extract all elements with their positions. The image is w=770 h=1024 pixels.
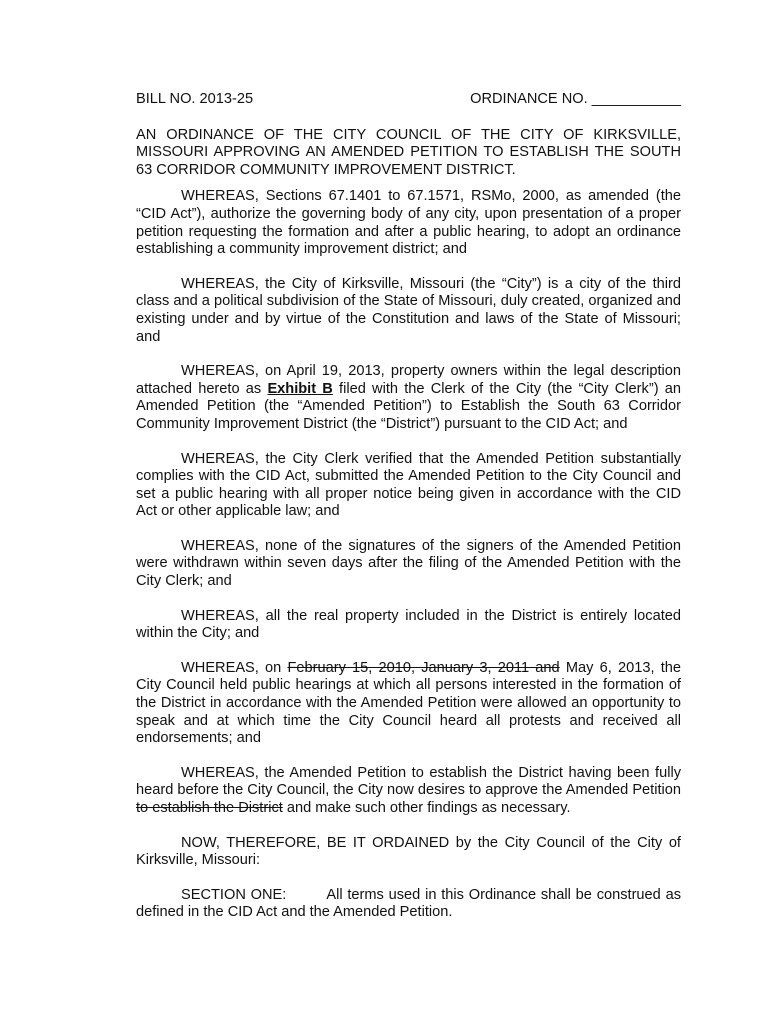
section-one-text: All terms used in this Ordinance shall be construed as defined in the CID Act and the Amended Petition. bbox=[136, 886, 681, 921]
whereas-no-withdrawals: WHEREAS, none of the signatures of the signers of the Amended Petition were withdrawn within seven days after the filing of the Amended Petition with the City Clerk; and bbox=[136, 537, 681, 590]
heard-text-start: WHEREAS, the Amended Petition to establish the District having been fully heard before the City Council, the City now desires to approve the Amended Petition bbox=[136, 764, 681, 799]
bill-number: BILL NO. 2013-25 bbox=[136, 91, 254, 107]
ordinance-title: AN ORDINANCE OF THE CITY COUNCIL OF THE CITY OF KIRKSVILLE, MISSOURI APPROVING AN AMENDED PETITION TO ESTABLISH THE SOUTH 63 CORRIDOR COMMUNITY IMPROVEMENT DISTRICT. bbox=[136, 126, 681, 178]
whereas-petition-filed bbox=[136, 363, 681, 433]
struck-dates: February 15, 2010, January 3, 2011 and bbox=[287, 659, 560, 676]
whereas-petition-heard bbox=[136, 765, 681, 818]
struck-phrase: to establish the District bbox=[136, 800, 283, 816]
exhibit-b-reference: Exhibit B bbox=[267, 380, 333, 397]
petition-filed-text-end: filed with the Clerk of the City (the “City Clerk”) an Amended Petition (the “Amended Petition”) to Establish the South 63 Corridor Community Improvement District (the “District”) pursuant to the CID Act; and bbox=[136, 380, 682, 432]
petition-filed-text-start: WHEREAS, on April 19, 2013, property owners within the legal description attached hereto as bbox=[136, 363, 681, 397]
document-page bbox=[136, 91, 681, 939]
whereas-property-located: WHEREAS, all the real property included in the District is entirely located within the City; and bbox=[136, 607, 681, 642]
whereas-clerk-verified: WHEREAS, the City Clerk verified that the Amended Petition substantially complies with the CID Act, submitted the Amended Petition to the City Council and set a public hearing with all proper notice being given in accordance with the CID Act or other applicable law; and bbox=[136, 450, 681, 520]
ordinance-number: ORDINANCE NO. ___________ bbox=[470, 91, 681, 107]
document-header bbox=[136, 91, 681, 109]
now-therefore-clause: NOW, THEREFORE, BE IT ORDAINED by the City Council of the City of Kirksville, Missouri: bbox=[136, 834, 681, 869]
whereas-public-hearings bbox=[136, 660, 681, 748]
heard-text-end: and make such other findings as necessary. bbox=[282, 800, 571, 816]
hearings-text-start: WHEREAS, on bbox=[181, 659, 288, 676]
whereas-cid-act: WHEREAS, Sections 67.1401 to 67.1571, RSMo, 2000, as amended (the “CID Act”), authorize the governing body of any city, upon presentation of a proper petition requesting the formation and after a public hearing, to adopt an ordinance establishing a community improvement district; and bbox=[136, 188, 681, 258]
section-one bbox=[136, 887, 681, 922]
section-one-label: SECTION ONE: bbox=[181, 886, 287, 903]
whereas-city-status: WHEREAS, the City of Kirksville, Missouri (the “City”) is a city of the third class and a political subdivision of the State of Missouri, duly created, organized and existing under and by virtue of the Constitution and laws of the State of Missouri; and bbox=[136, 275, 681, 345]
hearings-text-end: May 6, 2013, the City Council held public hearings at which all persons interested in the formation of the District in accordance with the Amended Petition were allowed an opportunity to speak and at which time the City Council heard all protests and received all endorsements; and bbox=[136, 659, 681, 747]
